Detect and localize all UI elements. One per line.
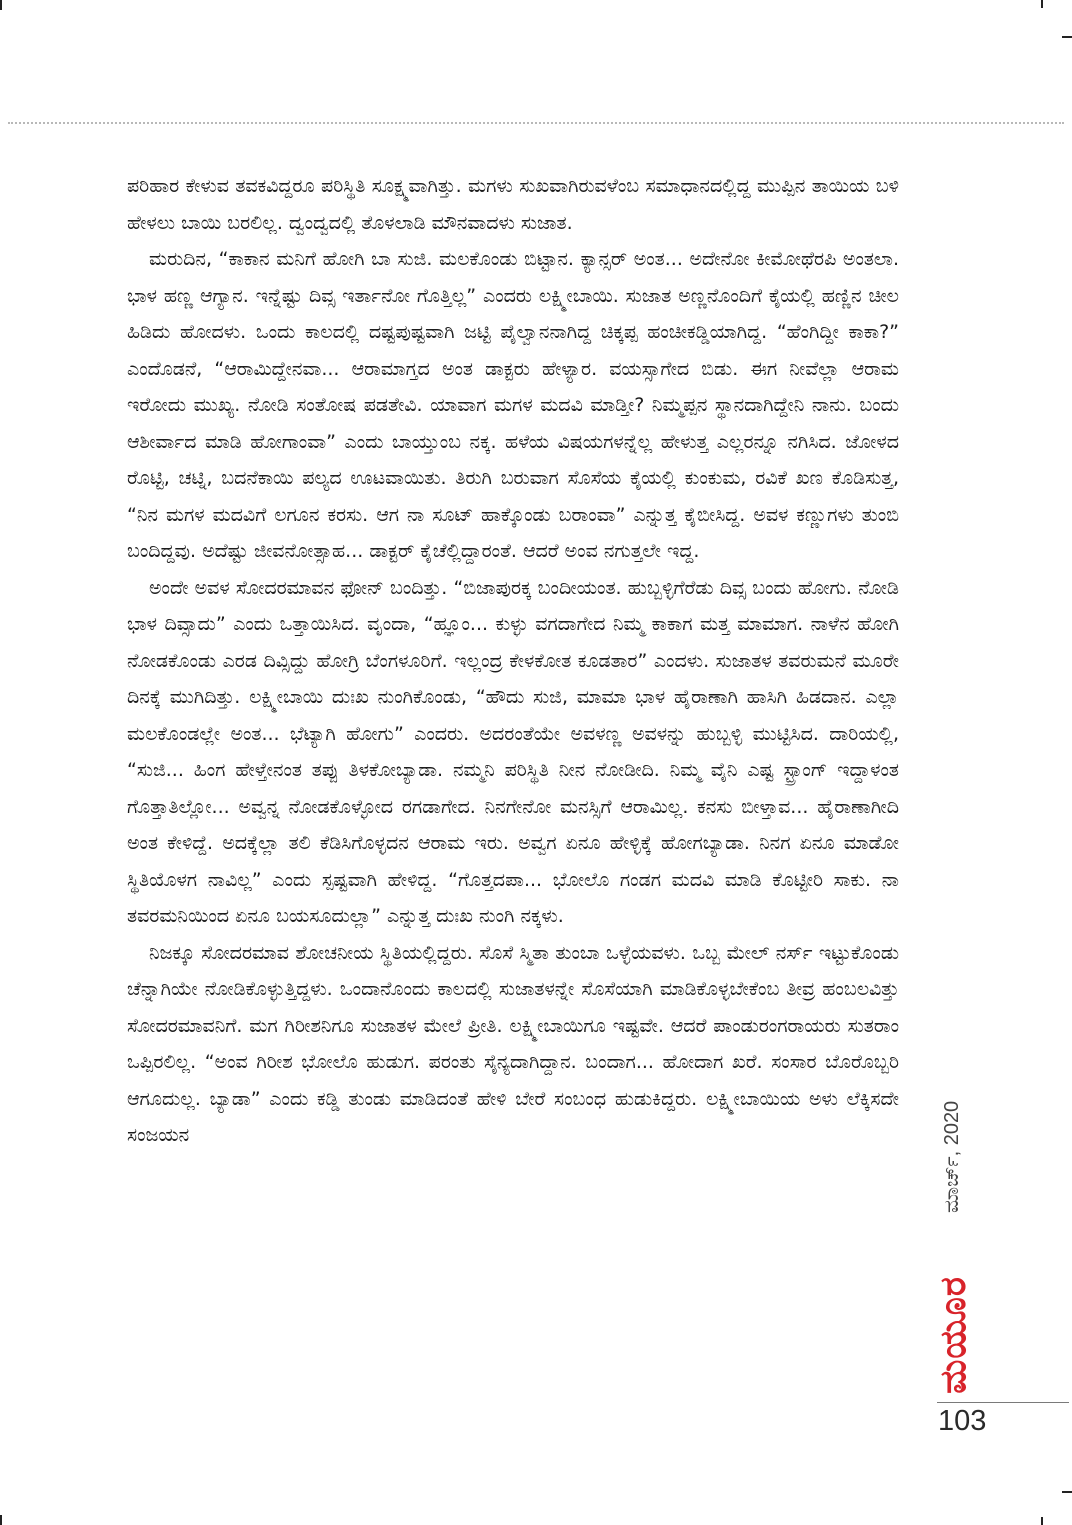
magazine-logo: ಮಯೂರ bbox=[933, 1276, 974, 1394]
paragraph-1: ಪರಿಹಾರ ಕೇಳುವ ತವಕವಿದ್ದರೂ ಪರಿಸ್ಥಿತಿ ಸೂಕ್ಷ್ಮವಾಗಿತ್ತು. ಮಗಳು ಸುಖವಾಗಿರುವಳೆಂಬ ಸಮಾಧಾನದಲ್ಲಿದ್ದ ಮುಪ್ಪಿನ ತಾಯಿಯ ಬಳಿ ಹೇಳಲು ಬಾಯಿ ಬರಲಿಲ್ಲ. ದ್ವಂದ್ವದಲ್ಲಿ ತೊಳಲಾಡಿ ಮೌನವಾದಳು ಸುಜಾತ. bbox=[127, 175, 899, 234]
crop-mark-bottom-left bbox=[0, 1515, 2, 1525]
paragraph-2: ಮರುದಿನ, “ಕಾಕಾನ ಮನಿಗೆ ಹೋಗಿ ಬಾ ಸುಜಿ. ಮಲಕೊಂಡು ಬಿಟ್ಟಾನ. ಕ್ಯಾನ್ಸರ್ ಅಂತ... ಅದೇನೋ ಕೀಮೋಥೆರಪಿ ಅಂತಲಾ. ಭಾಳ ಹಣ್ಣ ಆಗ್ಯಾನ. ಇನ್ನೆಷ್ಟು ದಿವ್ಸ ಇರ್ತಾನೋ ಗೊತ್ತಿಲ್ಲ” ಎಂದರು ಲಕ್ಷ್ಮೀಬಾಯಿ. ಸುಜಾತ ಅಣ್ಣನೊಂದಿಗೆ ಕೈಯಲ್ಲಿ ಹಣ್ಣಿನ ಚೀಲ ಹಿಡಿದು ಹೋದಳು. ಒಂದು ಕಾಲದಲ್ಲಿ ದಷ್ಟಪುಷ್ಟವಾಗಿ ಜಟ್ಟಿ ಪೈಲ್ವಾನನಾಗಿದ್ದ ಚಿಕ್ಕಪ್ಪ ಹಂಚೀಕಡ್ಡಿಯಾಗಿದ್ದ. “ಹೆಂಗಿದ್ದೀ ಕಾಕಾ?” ಎಂದೊಡನೆ, “ಆರಾಮಿದ್ದೇನವಾ... ಆರಾಮಾಗ್ತದ ಅಂತ ಡಾಕ್ಟರು ಹೇಳ್ಯಾರ. ವಯಸ್ಸಾಗೇದ ಬಿಡು. ಈಗ ನೀವೆಲ್ಲಾ ಆರಾಮ ಇರೋದು ಮುಖ್ಯ. ನೋಡಿ ಸಂತೋಷ ಪಡತೇವಿ. ಯಾವಾಗ ಮಗಳ ಮದವಿ ಮಾಡ್ತೀ? ನಿಮ್ಮಪ್ಪನ ಸ್ಥಾನದಾಗಿದ್ದೇನಿ ನಾನು. ಬಂದು ಆಶೀರ್ವಾದ ಮಾಡಿ ಹೋಗಾಂವಾ” ಎಂದು ಬಾಯ್ತುಂಬ ನಕ್ಕ. ಹಳೆಯ ವಿಷಯಗಳನ್ನೆಲ್ಲ ಹೇಳುತ್ತ ಎಲ್ಲರನ್ನೂ ನಗಿಸಿದ. ಜೋಳದ ರೊಟ್ಟಿ, ಚಟ್ನಿ, ಬದನೆಕಾಯಿ ಪಲ್ಯದ ಊಟವಾಯಿತು. ತಿರುಗಿ ಬರುವಾಗ ಸೊಸೆಯ ಕೈಯಲ್ಲಿ ಕುಂಕುಮ, ರವಿಕೆ ಖಣ ಕೊಡಿಸುತ್ತ, “ನಿನ ಮಗಳ ಮದವಿಗೆ ಲಗೂನ ಕರಸು. ಆಗ ನಾ ಸೂಟ್ ಹಾಕ್ಕೊಂಡು ಬರಾಂವಾ” ಎನ್ನುತ್ತ ಕೈಬೀಸಿದ್ದ. ಅವಳ ಕಣ್ಣುಗಳು ತುಂಬಿ ಬಂದಿದ್ದವು. ಅದೆಷ್ಟು ಜೀವನೋತ್ಸಾಹ... ಡಾಕ್ಟರ್ ಕೈಚೆಲ್ಲಿದ್ದಾರಂತೆ. ಆದರೆ ಅಂವ ನಗುತ್ತಲೇ ಇದ್ದ. bbox=[127, 248, 899, 562]
crop-mark-top-right bbox=[1041, 0, 1043, 8]
footer-rule bbox=[937, 1402, 1069, 1403]
crop-mark-bottom-right bbox=[1041, 1517, 1043, 1525]
header-dotted-rule bbox=[8, 122, 1064, 124]
issue-date: ಮಾರ್ಚ್, 2020 bbox=[941, 1100, 963, 1213]
crop-mark-top-left bbox=[0, 0, 2, 10]
paragraph-4: ನಿಜಕ್ಕೂ ಸೋದರಮಾವ ಶೋಚನೀಯ ಸ್ಥಿತಿಯಲ್ಲಿದ್ದರು. ಸೊಸೆ ಸ್ಮಿತಾ ತುಂಬಾ ಒಳ್ಳೆಯವಳು. ಒಬ್ಬ ಮೇಲ್ ನರ್ಸ್ ಇಟ್ಟುಕೊಂಡು ಚೆನ್ನಾಗಿಯೇ ನೋಡಿಕೊಳ್ಳುತ್ತಿದ್ದಳು. ಒಂದಾನೊಂದು ಕಾಲದಲ್ಲಿ ಸುಜಾತಳನ್ನೇ ಸೊಸೆಯಾಗಿ ಮಾಡಿಕೊಳ್ಳಬೇಕೆಂಬ ತೀವ್ರ ಹಂಬಲವಿತ್ತು ಸೋದರಮಾವನಿಗೆ. ಮಗ ಗಿರೀಶನಿಗೂ ಸುಜಾತಳ ಮೇಲೆ ಪ್ರೀತಿ. ಲಕ್ಷ್ಮೀಬಾಯಿಗೂ ಇಷ್ಟವೇ. ಆದರೆ ಪಾಂಡುರಂಗರಾಯರು ಸುತರಾಂ ಒಪ್ಪಿರಲಿಲ್ಲ. “ಅಂವ ಗಿರೀಶ ಭೋಲೊ ಹುಡುಗ. ಪರಂತು ಸೈನ್ಯದಾಗಿದ್ದಾನ. ಬಂದಾಗ... ಹೋದಾಗ ಖರೆ. ಸಂಸಾರ ಬೊರೊಬ್ಬರಿ ಆಗೂದುಲ್ಲ. ಬ್ಯಾಡಾ” ಎಂದು ಕಡ್ಡಿ ತುಂಡು ಮಾಡಿದಂತೆ ಹೇಳಿ ಬೇರೆ ಸಂಬಂಧ ಹುಡುಕಿದ್ದರು. ಲಕ್ಷ್ಮೀಬಾಯಿಯ ಅಳು ಲೆಕ್ಕಿಸದೇ ಸಂಜಯನ bbox=[127, 941, 899, 1146]
paragraph-3: ಅಂದೇ ಅವಳ ಸೋದರಮಾವನ ಫೋನ್ ಬಂದಿತ್ತು. “ಬಿಜಾಪುರಕ್ಕ ಬಂದೀಯಂತ. ಹುಬ್ಬಳ್ಳಿಗೆರೆಡು ದಿವ್ಸ ಬಂದು ಹೋಗು. ನೋಡಿ ಭಾಳ ದಿವ್ಸಾದು” ಎಂದು ಒತ್ತಾಯಿಸಿದ. ವೃಂದಾ, “ಹ್ಞೂಂ... ಕುಳ್ಳು ವಗದಾಗೇದ ನಿಮ್ಮ ಕಾಕಾಗ ಮತ್ತ ಮಾಮಾಗ. ನಾಳೆನ ಹೋಗಿ ನೋಡಕೊಂಡು ಎರಡ ದಿವ್ಸಿದ್ದು ಹೋಗ್ರಿ ಬೆಂಗಳೂರಿಗೆ. ಇಲ್ಲಂದ್ರ ಕೇಳಕೋತ ಕೂಡತಾರ” ಎಂದಳು. ಸುಜಾತಳ ತವರುಮನೆ ಮೂರೇ ದಿನಕ್ಕೆ ಮುಗಿದಿತ್ತು. ಲಕ್ಷ್ಮೀಬಾಯಿ ದುಃಖ ನುಂಗಿಕೊಂಡು, “ಹೌದು ಸುಜಿ, ಮಾಮಾ ಭಾಳ ಹೈರಾಣಾಗಿ ಹಾಸಿಗಿ ಹಿಡದಾನ. ಎಲ್ಲಾ ಮಲಕೊಂಡಲ್ಲೇ ಅಂತ... ಭೆಟ್ಯಾಗಿ ಹೋಗು” ಎಂದರು. ಅದರಂತೆಯೇ ಅವಳಣ್ಣ ಅವಳನ್ನು ಹುಬ್ಬಳ್ಳಿ ಮುಟ್ಟಿಸಿದ. ದಾರಿಯಲ್ಲಿ, “ಸುಜಿ... ಹಿಂಗ ಹೇಳ್ತೇನಂತ ತಪ್ಪು ತಿಳಕೋಬ್ಯಾಡಾ. ನಮ್ಮನಿ ಪರಿಸ್ಥಿತಿ ನೀನ ನೋಡೀದಿ. ನಿಮ್ಮ ವೈನಿ ಎಷ್ಟ ಸ್ಟ್ರಾಂಗ್ ಇದ್ದಾಳಂತ ಗೊತ್ತಾತಿಲ್ಲೋ... ಅವ್ವನ್ನ ನೋಡಕೊಳ್ಳೋದ ರಗಡಾಗೇದ. ನಿನಗೇನೋ ಮನಸ್ಸಿಗೆ ಆರಾಮಿಲ್ಲ. ಕನಸು ಬೀಳ್ತಾವ... ಹೈರಾಣಾಗೀದಿ ಅಂತ ಕೇಳಿದ್ದೆ. ಅದಕ್ಕೆಲ್ಲಾ ತಲಿ ಕೆಡಿಸಿಗೊಳ್ಳದನ ಆರಾಮ ಇರು. ಅವ್ವಗ ಏನೂ ಹೇಳ್ಳಿಕ್ಕೆ ಹೋಗಬ್ಯಾಡಾ. ನಿನಗ ಏನೂ ಮಾಡೋ ಸ್ಥಿತಿಯೊಳಗ ನಾವಿಲ್ಲ” ಎಂದು ಸ್ಪಷ್ಟವಾಗಿ ಹೇಳಿದ್ದ. “ಗೊತ್ತದಪಾ... ಭೋಲೊ ಗಂಡಗ ಮದವಿ ಮಾಡಿ ಕೊಟ್ಟೀರಿ ಸಾಕು. ನಾ ತವರಮನಿಯಿಂದ ಏನೂ ಬಯಸೂದುಲ್ಲಾ” ಎನ್ನುತ್ತ ದುಃಖ ನುಂಗಿ ನಕ್ಕಳು. bbox=[127, 576, 899, 927]
crop-mark-right-top bbox=[1062, 36, 1072, 38]
crop-mark-right-bottom bbox=[1062, 1491, 1072, 1493]
article-body bbox=[127, 168, 899, 1418]
page-number: 103 bbox=[938, 1405, 987, 1437]
